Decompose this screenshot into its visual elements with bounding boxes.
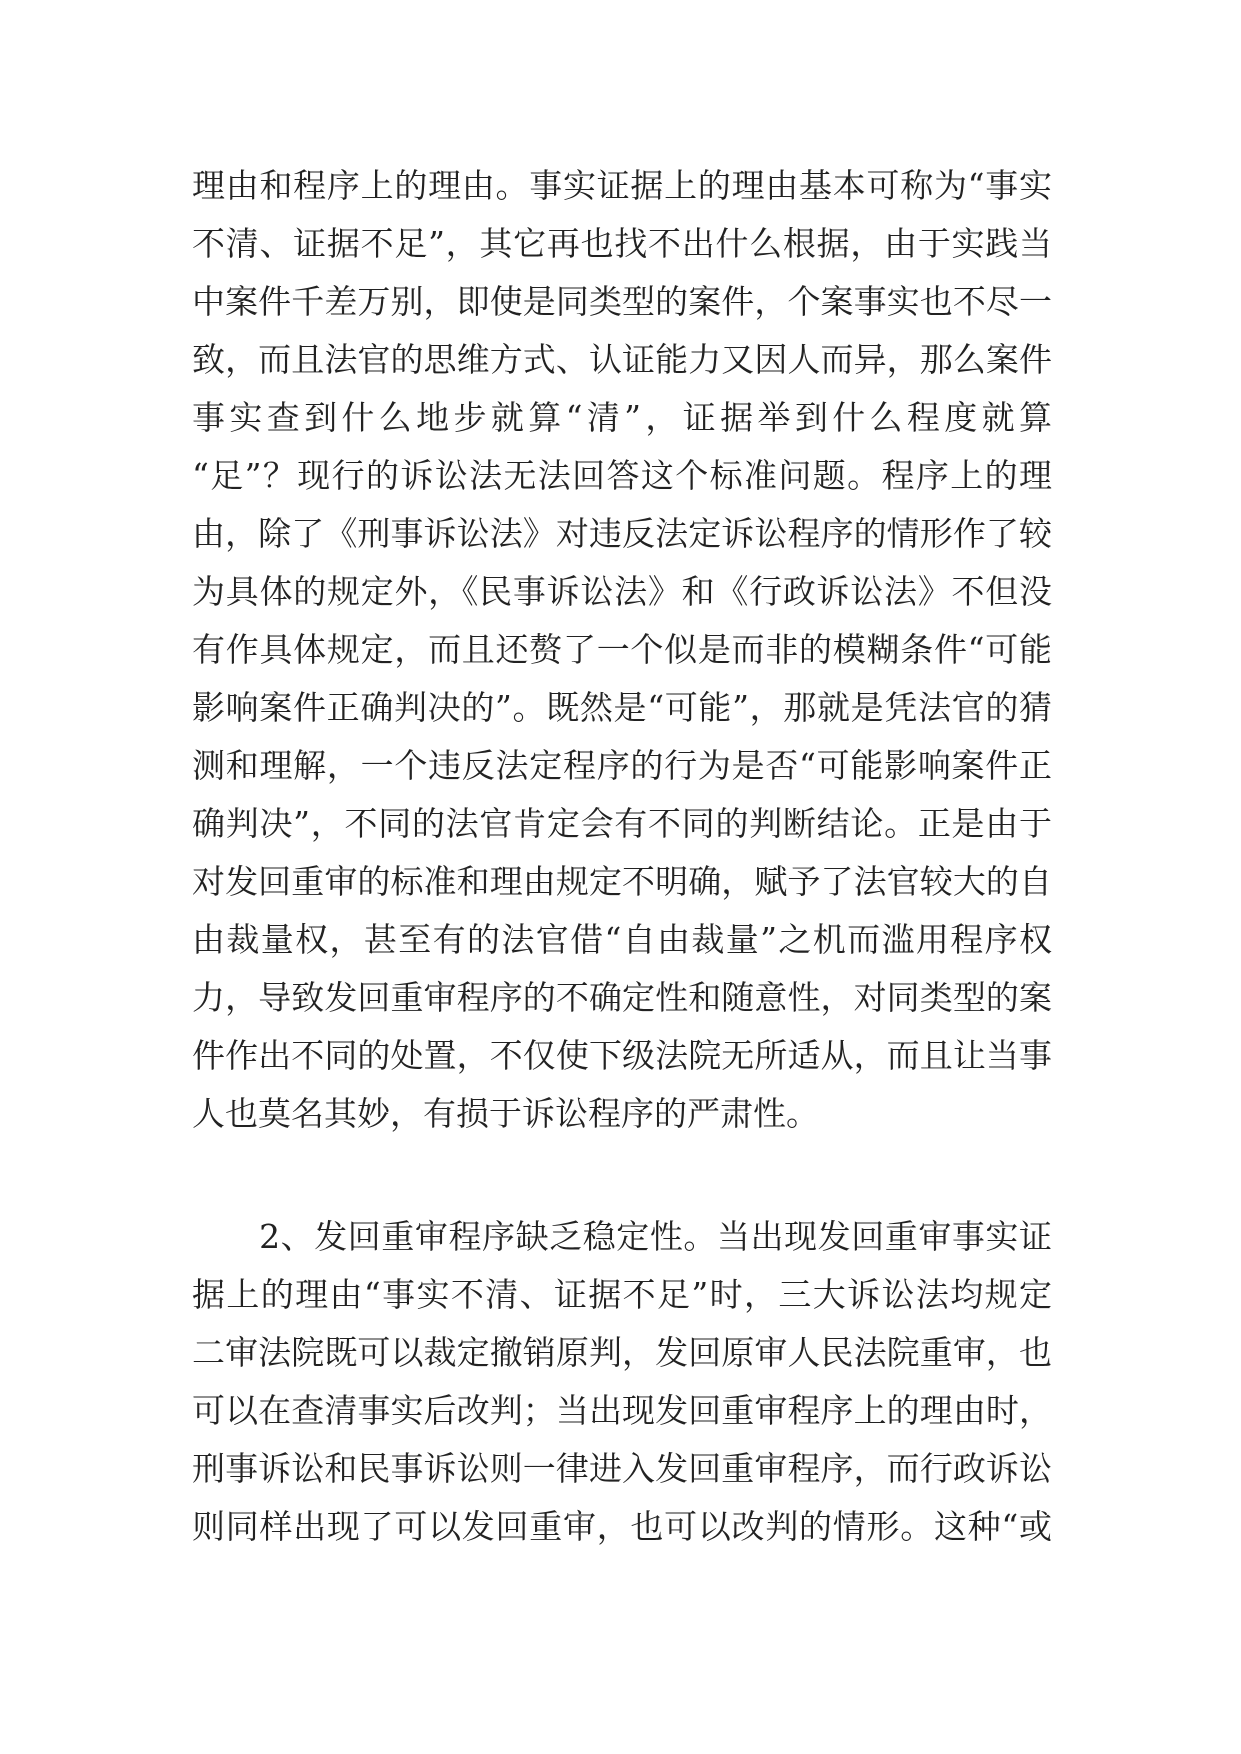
paragraph-1 <box>192 157 1052 1143</box>
text-line: 对发回重审的标准和理由规定不明确，赋予了法官较大的自 <box>192 862 1052 901</box>
text-line: 有作具体规定，而且还赘了一个似是而非的模糊条件“可能 <box>192 630 1052 669</box>
text-line: 确判决”，不同的法官肯定会有不同的判断结论。正是由于 <box>192 804 1052 843</box>
text-line: 测和理解，一个违反法定程序的行为是否“可能影响案件正 <box>192 746 1052 785</box>
text-line: 由裁量权，甚至有的法官借“自由裁量”之机而滥用程序权 <box>192 920 1052 959</box>
text-line: 为具体的规定外，《民事诉讼法》和《行政诉讼法》不但没 <box>192 572 1052 611</box>
text-line: 理由和程序上的理由。事实证据上的理由基本可称为“事实 <box>192 166 1052 205</box>
text-line: 二审法院既可以裁定撤销原判，发回原审人民法院重审，也 <box>192 1333 1052 1372</box>
text-line: 中案件千差万别，即使是同类型的案件，个案事实也不尽一 <box>192 282 1052 321</box>
text-line: 致，而且法官的思维方式、认证能力又因人而异，那么案件 <box>192 340 1052 379</box>
text-line: 则同样出现了可以发回重审，也可以改判的情形。这种“或 <box>192 1507 1052 1546</box>
text-line: 由，除了《刑事诉讼法》对违反法定诉讼程序的情形作了较 <box>192 514 1052 553</box>
text-line: 事实查到什么地步就算“清”，证据举到什么程度就算 <box>192 398 1052 437</box>
paragraph-2 <box>192 1208 1052 1556</box>
text-line: 可以在查清事实后改判；当出现发回重审程序上的理由时， <box>192 1391 1052 1430</box>
text-line: “足”？现行的诉讼法无法回答这个标准问题。程序上的理 <box>192 456 1052 495</box>
text-line: 据上的理由“事实不清、证据不足”时，三大诉讼法均规定 <box>192 1275 1052 1314</box>
text-line: 件作出不同的处置，不仅使下级法院无所适从，而且让当事 <box>192 1036 1052 1075</box>
text-line: 不清、证据不足”，其它再也找不出什么根据，由于实践当 <box>192 224 1052 263</box>
text-line: 影响案件正确判决的”。既然是“可能”，那就是凭法官的猜 <box>192 688 1052 727</box>
text-line: 人也莫名其妙，有损于诉讼程序的严肃性。 <box>192 1094 819 1133</box>
text-line: 刑事诉讼和民事诉讼则一律进入发回重审程序，而行政诉讼 <box>192 1449 1052 1488</box>
text-line: 力，导致发回重审程序的不确定性和随意性，对同类型的案 <box>192 978 1052 1017</box>
text-line: 2、发回重审程序缺乏稳定性。当出现发回重审事实证 <box>192 1217 1052 1256</box>
